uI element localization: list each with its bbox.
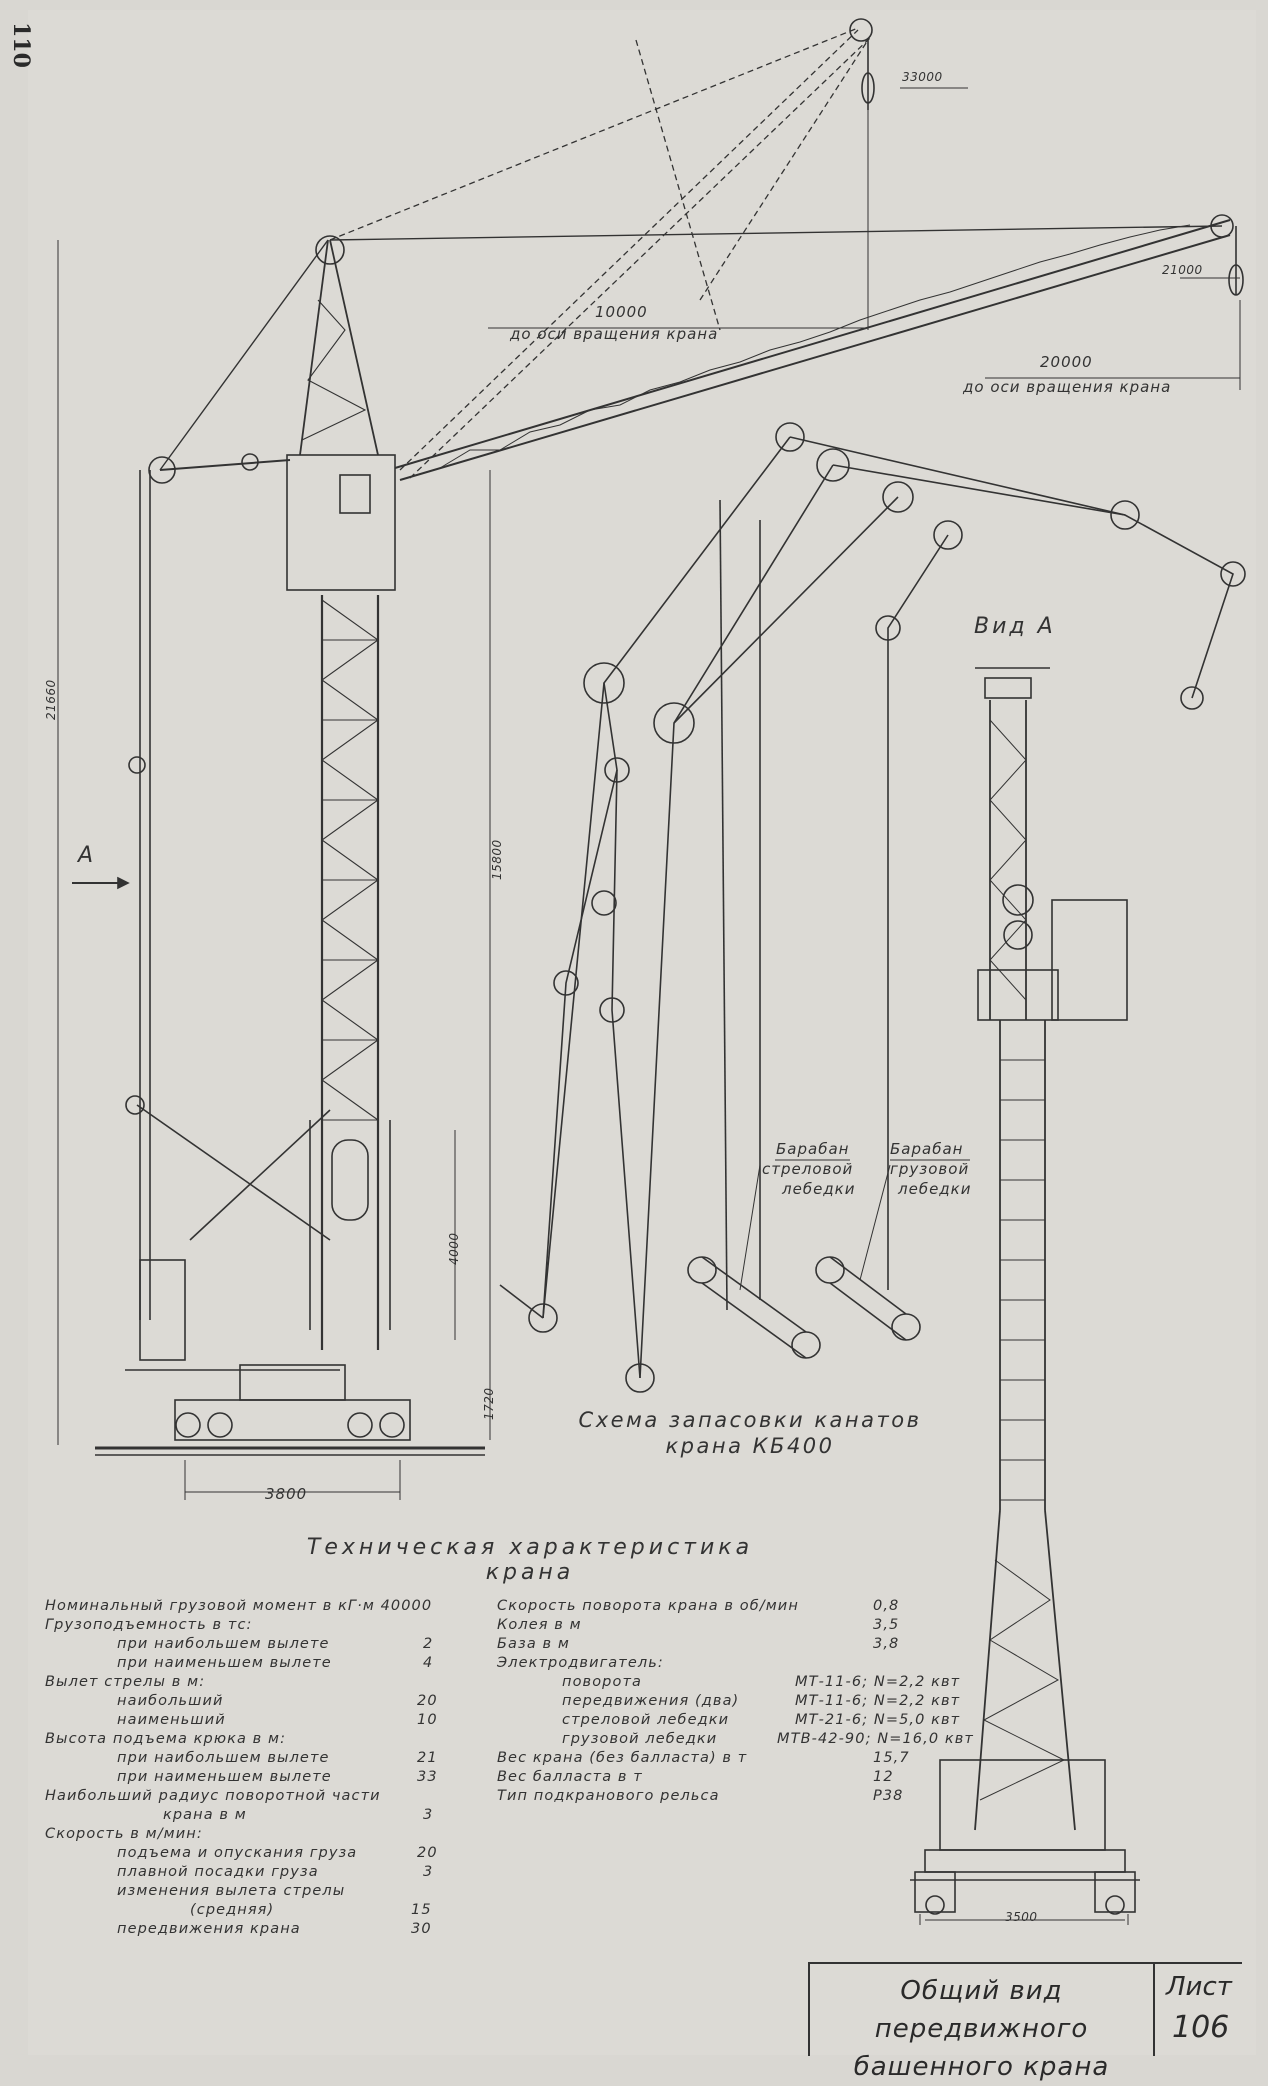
dim-base-1720: 1720 [482, 1387, 496, 1420]
spec-row: при наибольшем вылете [117, 1750, 330, 1766]
page-number: 110 [8, 22, 34, 68]
drum-boom-l3: лебедки [782, 1180, 856, 1198]
scheme-title-l2: крана КБ400 [665, 1434, 835, 1458]
spec-value: 15 [411, 1902, 432, 1918]
spec-row: Грузоподъемность в тс: [45, 1617, 253, 1633]
spec-value: Р38 [873, 1788, 904, 1804]
spec-row: поворота [562, 1674, 642, 1690]
drum-boom-l1: Барабан [776, 1140, 850, 1158]
spec-row: при наибольшем вылете [117, 1636, 330, 1652]
dim-reach-max: 20000 [1040, 353, 1093, 371]
spec-row: передвижения крана [117, 1921, 301, 1937]
drawing-name-l2: башенного крана [853, 2052, 1110, 2082]
dim-reach-min: 10000 [595, 303, 648, 321]
spec-row: Скорость поворота крана в об/мин [497, 1598, 799, 1614]
spec-value: МТВ-42-90; N=16,0 квт [777, 1731, 974, 1747]
spec-value: 21 [417, 1750, 438, 1766]
spec-value: МТ-11-6; N=2,2 квт [795, 1674, 961, 1690]
spec-value: 3 [423, 1864, 434, 1880]
title-block [808, 1962, 1242, 2082]
sheet-number: 106 [1172, 2010, 1230, 2045]
spec-row: подъема и опускания груза [117, 1845, 358, 1861]
spec-row: Высота подъема крюка в м: [45, 1731, 287, 1747]
spec-value: МТ-21-6; N=5,0 квт [795, 1712, 961, 1728]
reeving-scheme [500, 423, 1245, 1392]
spec-row: Номинальный грузовой момент в кГ·м 40000 [45, 1598, 433, 1614]
spec-row: стреловой лебедки [562, 1712, 730, 1728]
spec-value: 2 [423, 1636, 434, 1652]
spec-value: 12 [873, 1769, 894, 1785]
spec-row: Скорость в м/мин: [45, 1826, 203, 1842]
spec-row: крана в м [163, 1807, 247, 1823]
drum-cargo-l3: лебедки [898, 1180, 972, 1198]
spec-value: 4 [423, 1655, 434, 1671]
dim-tower-height: 15800 [490, 839, 504, 880]
view-a-label: Вид А [974, 614, 1056, 639]
spec-row: Вес крана (без балласта) в т [497, 1750, 748, 1766]
spec-value: 0,8 [873, 1598, 900, 1614]
spec-row: передвижения (два) [562, 1693, 740, 1709]
spec-row: Электродвигатель: [497, 1655, 664, 1671]
spec-row: плавной посадки груза [117, 1864, 319, 1880]
spec-value: 3,5 [873, 1617, 900, 1633]
spec-row: Наибольший радиус поворотной части [45, 1788, 381, 1804]
dim-reach-min-note: до оси вращения крана [510, 325, 719, 343]
spec-value: 15,7 [873, 1750, 910, 1766]
spec-row: наименьший [117, 1712, 226, 1728]
drawing-name-l1: Общий вид передвижного [874, 1976, 1089, 2044]
specs-left-table [45, 1598, 445, 1938]
spec-value: 3,8 [873, 1636, 900, 1652]
spec-row: грузовой лебедки [562, 1731, 718, 1747]
spec-row: Колея в м [497, 1617, 582, 1633]
spec-value: 33 [417, 1769, 438, 1785]
scheme-title-l1: Схема запасовки канатов [578, 1408, 922, 1432]
spec-row: (средняя) [190, 1902, 275, 1918]
arrow-a-label: A [78, 843, 97, 868]
spec-row: при наименьшем вылете [117, 1655, 332, 1671]
sheet-label: Лист [1166, 1972, 1232, 2002]
specs-title-l1: Техническая характеристика [306, 1535, 754, 1560]
dim-section-4000: 4000 [447, 1232, 461, 1265]
crane-elevation [58, 19, 1243, 1500]
drum-cargo-l1: Барабан [890, 1140, 964, 1158]
spec-value: 10 [417, 1712, 438, 1728]
spec-row: при наименьшем вылете [117, 1769, 332, 1785]
drum-cargo-l2: грузовой [890, 1160, 970, 1178]
dim-jib-work-height: 21000 [1162, 263, 1203, 277]
dim-total-height: 21660 [44, 679, 58, 720]
dim-gauge-3500: 3500 [1005, 1910, 1038, 1924]
drum-boom-l2: стреловой [762, 1160, 854, 1178]
spec-row: наибольший [117, 1693, 224, 1709]
drawing-name [810, 1964, 1155, 2082]
spec-value: 20 [417, 1845, 438, 1861]
spec-row: Тип подкранового рельса [497, 1788, 720, 1804]
specs-title-l2: крана [485, 1560, 575, 1585]
spec-row: Вылет стрелы в м: [45, 1674, 206, 1690]
spec-row: База в м [497, 1636, 570, 1652]
spec-value: 30 [411, 1921, 432, 1937]
spec-value: 3 [423, 1807, 434, 1823]
specs-right-table [497, 1598, 974, 1818]
spec-value: 20 [417, 1693, 438, 1709]
spec-row: изменения вылета стрелы [117, 1883, 346, 1899]
spec-value: МТ-11-6; N=2,2 квт [795, 1693, 961, 1709]
dim-jib-max-height: 33000 [902, 70, 943, 84]
spec-row: Вес балласта в т [497, 1769, 643, 1785]
dim-reach-max-note: до оси вращения крана [963, 378, 1172, 396]
dim-track-3800: 3800 [265, 1485, 308, 1503]
